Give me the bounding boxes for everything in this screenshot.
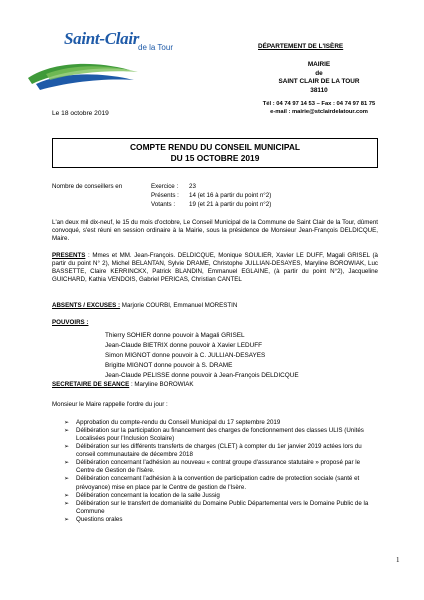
count-value: 14 (et 16 à partir du point n°2) [189,192,272,199]
phone-fax-line: Tél : 04 74 97 14 53 – Fax : 04 74 97 81 75 [262,101,376,107]
agenda-list [64,419,378,524]
document-date: Le 18 octobre 2019 [52,110,109,117]
email-line: e-mail : mairie@stclairdelatour.com [270,109,368,116]
count-value: 19 (et 21 à partir du point n°2) [189,201,272,208]
pouvoir-item: Simon MIGNOT donne pouvoir à C. JULLIAN-DESAYES [105,351,266,359]
logo-subtitle: de la Tour [138,43,173,52]
pouvoirs-label: POUVOIRS : [52,319,89,326]
absents-label: ABSENTS / EXCUSES : [52,302,121,309]
counts-label: Nombre de conseillers en [52,183,123,190]
mairie-block [246,61,392,96]
secretaire-paragraph [52,381,194,389]
absents-text: Marjorie COURBI, Emmanuel MORESTIN [120,302,238,309]
agenda-item: ➢ Approbation du compte-rendu du Conseil Municipal du 17 septembre 2019 [64,419,378,427]
intro-paragraph: L'an deux mil dix-neuf, le 15 du mois d'octobre, Le Conseil Municipal de la Commune de Saint Clair de la Tour, dûment convoqué, s'est réuni en session ordinaire à la Mairie, sous la présidence de Monsieur Jean-François DELDICQUE, Maire. [52,219,378,243]
secretaire-text: : Maryline BOROWIAK [129,381,194,388]
count-name: Votants : [151,201,176,208]
agenda-intro: Monsieur le Maire rappelle l'ordre du jour : [52,401,168,408]
contact-block [236,100,402,116]
presents-text: : Mmes et MM. Jean-François. DELDICQUE, Monique SOULIER, Xavier LE DUFF, Magali GRISEL (à partir du point N° 2), Michel BELANTAN, Sylvie DRAME, Christophe JULLIAN-DESAYES, Maryline BOROWIAK, Luc BASSETTE, Claire KERRINCKX, Patrick BLANDIN, Emmanuel EGLAINE, (à partir du point N°2), Jacqueline GUICHARD, Kathia VENDOIS, Gabriel PERICAS, Christian CANTEL [52,252,378,284]
pouvoir-item: Jean-Claude BIETRIX donne pouvoir à Xavier LEDUFF [105,341,263,349]
presents-label: PRESENTS [52,252,86,259]
agenda-item: ➢ Délibération sur le transfert de domanialité du Domaine Public Départemental vers le Domaine Public de la Commune [64,500,378,516]
department-label: DÉPARTEMENT DE L'ISÈRE [258,43,344,50]
pouvoir-item: Thierry SOHIER donne pouvoir à Magali GRISEL [105,332,245,339]
document-title [52,138,378,168]
agenda-item: ➢ Délibération concernant la location de la salle Jussig [64,492,378,500]
pouvoirs-list [105,331,299,381]
secretaire-label: SECRETAIRE DE SEANCE [52,381,130,388]
logo-title: Saint-Clair [64,29,140,48]
agenda-item: ➢ Délibération concernant l'adhésion au nouveau « contrat groupe d'assurance statutaire » proposé par le Centre de Gestion de l'Isère. [64,459,378,475]
count-name: Présents : [151,192,179,199]
agenda-item: ➢ Délibération sur la participation au financement des charges de fonctionnement des classes ULIS (Unités Localisées pour l'Inclusion Scolaire) [64,427,378,443]
presents-paragraph [52,252,378,284]
mairie-line: MAIRIE [307,61,331,68]
page-number: 1 [396,556,400,564]
pouvoir-item: Brigitte MIGNOT donne pouvoir à S. DRAME [105,361,233,369]
mairie-line: de [315,69,323,77]
agenda-item: ➢ Questions orales [64,516,378,524]
title-line-2: DU 15 OCTOBRE 2019 [170,152,260,163]
mairie-line: 38110 [310,86,328,94]
title-line-1: COMPTE RENDU DU CONSEIL MUNICIPAL [130,142,300,152]
mairie-line: SAINT CLAIR DE LA TOUR [278,78,360,86]
absents-paragraph [52,302,237,310]
commune-logo [22,26,182,100]
agenda-item: ➢ Délibération sur les différents transferts de charges (CLET) à compter du 1er janvier 2019 actées lors du conseil communautaire de décembre 2018 [64,443,378,459]
count-value: 23 [189,183,196,190]
count-name: Exercice : [151,183,179,190]
agenda-item: ➢ Délibération concernant l'adhésion à la convention de participation cadre de protection sociale (santé et prévoyance) mise en place par le Centre de gestion de l'Isère. [64,475,378,491]
pouvoir-item: Jean-Claude PELISSE donne pouvoir à Jean-François DELDICQUE [105,371,299,379]
